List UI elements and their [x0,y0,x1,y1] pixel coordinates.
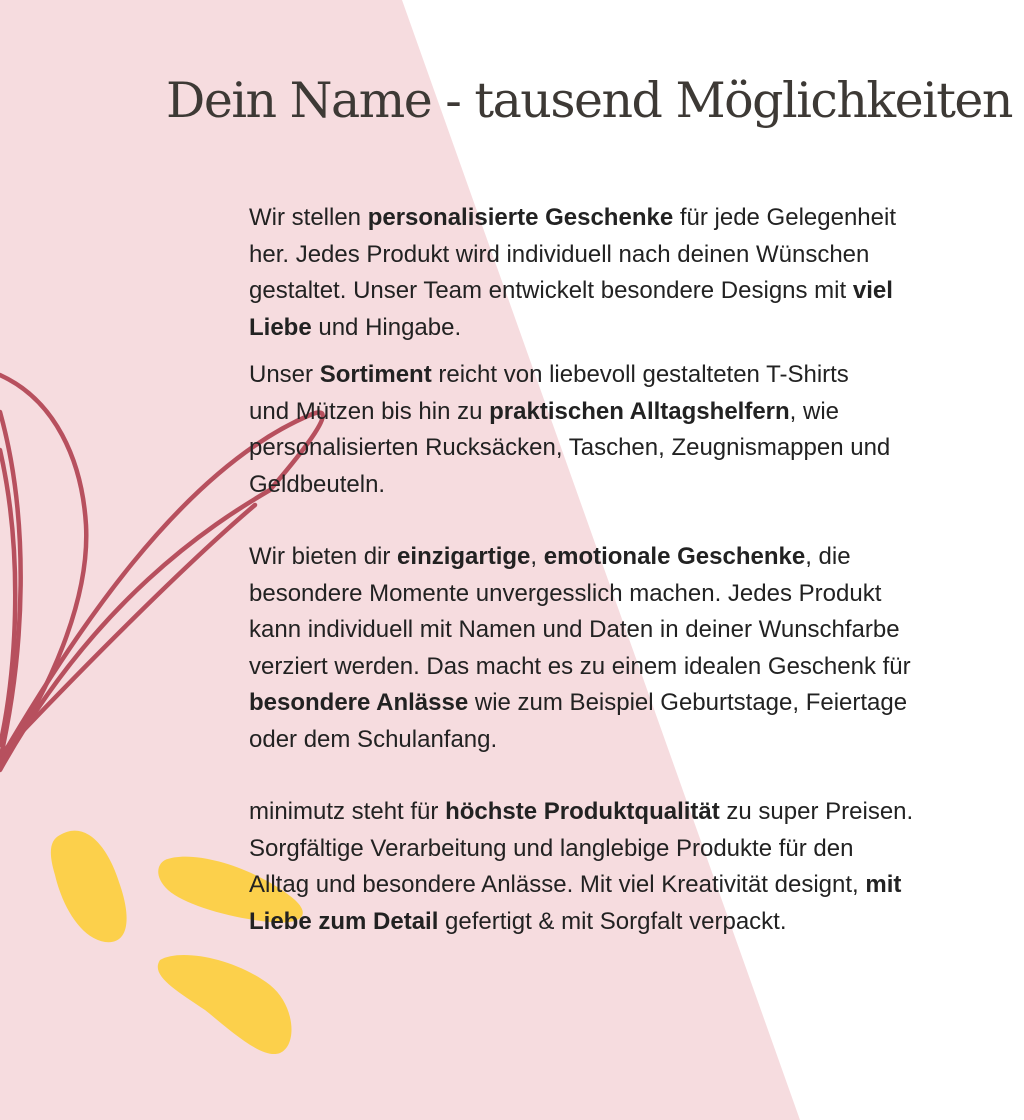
text-segment: , wie [789,397,840,425]
text-segment: Geldbeuteln. [249,470,386,498]
text-line [249,831,1024,868]
text-segment: reicht von liebevoll gestalteten T-Shirts [431,361,849,388]
text-segment: kann individuell mit Namen und Daten in deiner Wunschfarbe [249,616,900,643]
text-line [249,794,1024,831]
bold-text: viel [852,277,893,304]
bold-text: praktischen Alltagshelfern [489,397,790,425]
text-segment: gefertigt & mit Sorgfalt verpackt. [438,907,787,935]
text-line [249,539,1024,576]
text-segment: Wir bieten dir [249,543,398,570]
bold-text: personalisierte Geschenke [367,204,674,231]
text-segment: zu super Preisen. [719,798,914,825]
text-segment: , [530,543,544,570]
paragraph-unique-gifts [249,539,1024,758]
text-segment: besondere Momente unvergesslich machen. Jedes Produkt [249,579,882,607]
text-line [249,867,1024,904]
text-line [249,904,1024,941]
text-line [249,394,1024,431]
text-segment: Wir stellen [249,204,368,231]
paragraph-quality [249,794,1024,940]
text-line [249,310,1024,347]
text-segment: , die [805,543,851,570]
text-line [249,612,1024,649]
text-segment: gestaltet. Unser Team entwickelt besondere Designs mit [249,277,853,304]
text-line [249,467,1024,504]
text-segment: wie zum Beispiel Geburtstage, Feiertage [468,689,908,716]
text-line [249,200,1024,237]
paragraph-assortment [249,357,1024,503]
paragraph-personalized-gifts [249,200,1024,346]
bold-text: besondere Anlässe [249,689,469,716]
text-segment: verziert werden. Das macht es zu einem idealen Geschenk für [249,652,911,680]
text-segment: für jede Gelegenheit [673,204,896,231]
page-title: Dein Name - tausend Möglichkeiten [166,72,1012,129]
bold-text: Liebe [249,313,312,341]
text-line [249,649,1024,686]
text-segment: Alltag und besondere Anlässe. Mit viel Kreativität designt, [249,871,866,898]
bold-text: emotionale Geschenke [543,543,806,570]
text-line [249,576,1024,613]
text-line [249,273,1024,310]
text-line [249,685,1024,722]
text-line [249,237,1024,274]
text-segment: und Mützen bis hin zu [249,397,490,425]
text-segment: Unser [249,361,320,388]
text-segment: personalisierten Rucksäcken, Taschen, Zeugnismappen und [249,434,891,461]
bold-text: Liebe zum Detail [249,907,439,935]
text-segment: und Hingabe. [311,313,462,341]
text-segment: oder dem Schulanfang. [249,725,498,753]
text-segment: Sorgfältige Verarbeitung und langlebige Produkte für den [249,834,854,862]
body-text [249,200,1024,940]
text-line [249,430,1024,467]
bold-text: höchste Produktqualität [445,798,720,825]
bold-text: mit [865,871,902,898]
text-line [249,722,1024,759]
text-segment: minimutz steht für [249,798,446,825]
bold-text: einzigartige [397,543,531,570]
bold-text: Sortiment [319,361,432,388]
text-segment: her. Jedes Produkt wird individuell nach deinen Wünschen [249,240,870,268]
text-line [249,357,1024,394]
